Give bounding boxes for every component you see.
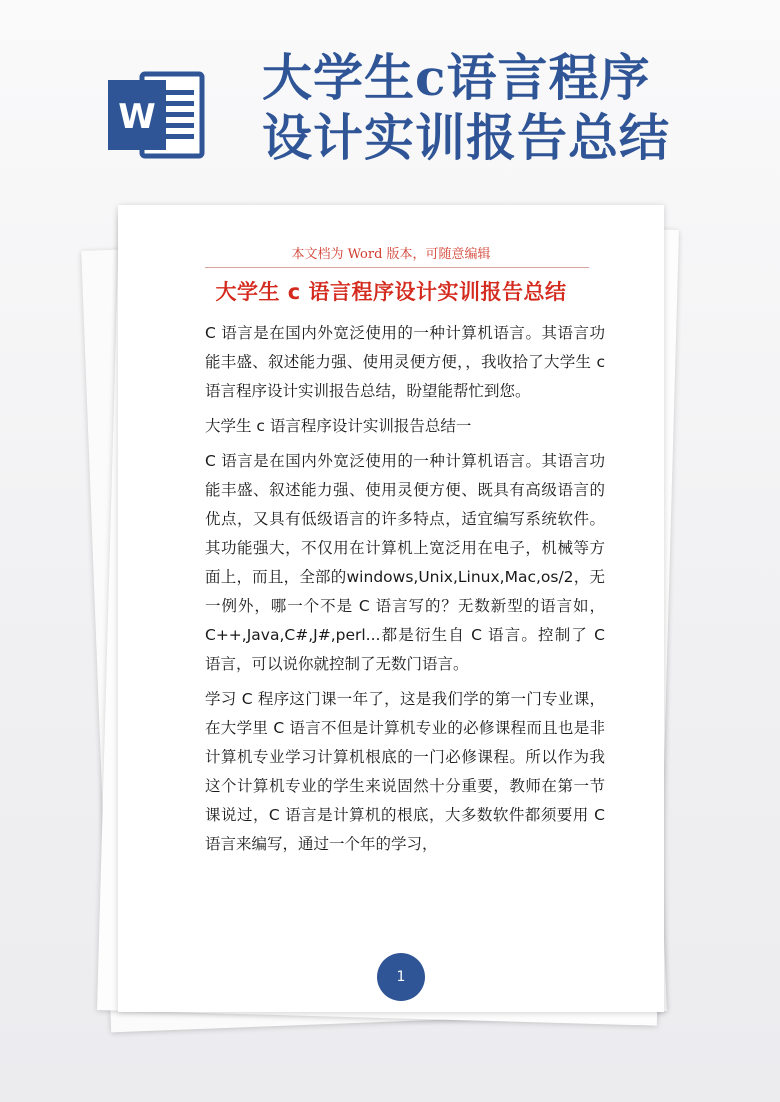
word-logo-icon <box>108 68 208 162</box>
logo-letter: W <box>118 97 156 137</box>
paragraph: C 语言是在国内外宽泛使用的一种计算机语言。其语言功能丰盛、叙述能力强、使用灵便方便，，我收拾了大学生 c 语言程序设计实训报告总结，盼望能帮忙到您。 <box>205 324 605 400</box>
section-heading: 大学生 c 语言程序设计实训报告总结一 <box>205 417 472 435</box>
header-divider <box>205 267 589 268</box>
document-title: 大学生 c 语言程序设计实训报告总结 <box>215 280 567 304</box>
editable-notice: 本文档为 Word 版本，可随意编辑 <box>291 247 491 262</box>
title-line-2: 设计实训报告总结 <box>262 108 670 167</box>
paragraph: C 语言是在国内外宽泛使用的一种计算机语言。其语言功能丰盛、叙述能力强、使用灵便方便、既具有高级语言的优点，又具有低级语言的许多特点，适宜编写系统软件。其功能强大，不仅用在计算机上宽泛用在电子，机械等方面上，而且，全部的windows,Unix,Linux,Mac,os/2，无一例外，哪一个不是 C 语言写的？无数新型的语言如，C++,Java,C#,J#,perl...都是衍生自 C 语言。控制了 C 语言，可以说你就控制了无数门语言。 <box>205 452 605 673</box>
document-page <box>118 205 664 1012</box>
paragraph: 学习 C 程序这门课一年了，这是我们学的第一门专业课，在大学里 C 语言不但是计算机专业的必修课程而且也是非计算机专业学习计算机根底的一门必修课程。所以作为我这个计算机专业的学生来说固然十分重要，教师在第一节课说过，C 语言是计算机的根底，大多数软件都须要用 C 语言来编写，通过一个年的学习， <box>205 690 605 853</box>
document-body <box>205 319 605 865</box>
title-line-1: 大学生c语言程序 <box>262 48 651 107</box>
page-number-badge: 1 <box>377 953 425 1001</box>
page-title <box>262 48 762 168</box>
